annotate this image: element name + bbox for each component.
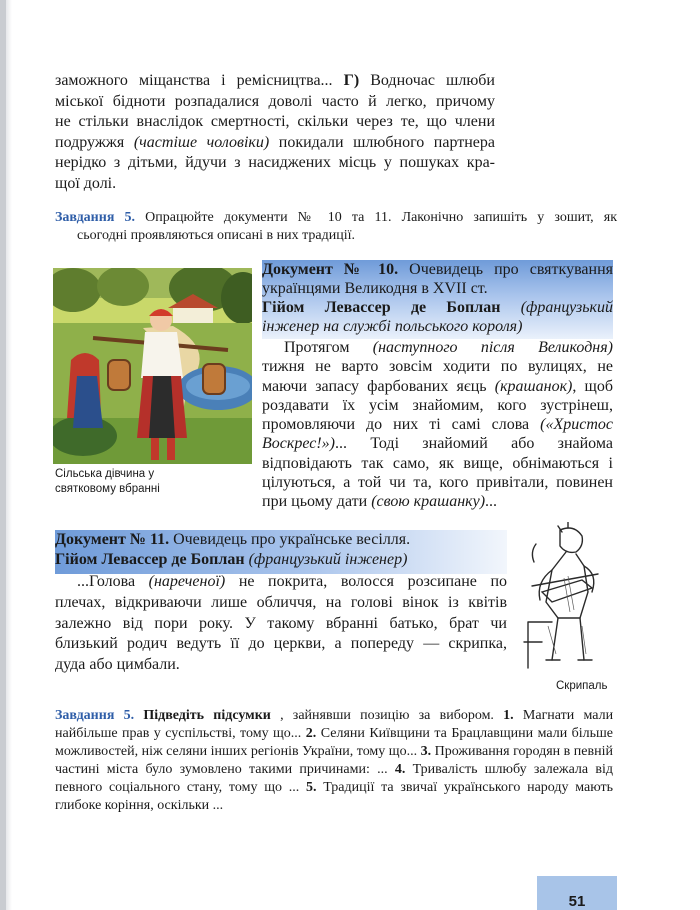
- document-10-title: Документ № 10. Очевидець про святкування: [262, 261, 613, 278]
- document-11-text: ...Голова (нареченої) не покрита, волосся розсипане по плечах, відкриваючи лише обличчя, на голові вінок із квітів залежно від пори року. У такому вбранні батько, брат чи близький родич ведуть її до церкви, а попереду — скрипка, дуда або цимбали.: [55, 573, 508, 674]
- document-11-title: Документ № 11. Очевидець про українське весілля.: [55, 531, 411, 548]
- document-11-author: Гійом Левассер де Боплан (французький інженер): [55, 551, 408, 568]
- task-label: Завдання 5.: [55, 210, 136, 225]
- page-edge-shadow: [6, 0, 12, 910]
- figure-caption-village-girl: Сільська дівчина у святковому вбранні: [55, 468, 160, 495]
- village-girl-painting: [53, 268, 252, 464]
- document-11: [55, 530, 507, 676]
- intro-paragraph: заможного міщанства і ремісництва... Г) Водночас шлюби міської бідноти розпадалися доволі часто й легко, причому не стільки внаслідок смертності, скільки через те, що члени подружжя (частіше чоловіки) покидали шлюбного партнера нерідко з дітьми, йдучи з насиджених місць у пошуках кра- щої долі.: [55, 72, 495, 192]
- task-label: Завдання 5.: [55, 708, 135, 723]
- fiddler-sketch: [522, 522, 605, 672]
- figure-caption-fiddler: Скрипаль: [556, 680, 608, 692]
- document-10-text: Протягом (наступного після Великодня) тижня не варто зовсім ходити по вулицях, не маючи запасу фарбованих яєць (крашанок), щоб роздавати їх усім знайомим, кого зустрінеш, промовляючи до них ті самі слова («Христос Воскрес!»)... Тоді знайомий або знайома відповідають так само, як вище, обнімаються і цілуються, а той чи та, кого привітали, повинен при цьому дати (свою крашанку)...: [262, 339, 613, 511]
- document-10-subtitle: українцями Великодня в XVII ст.: [262, 280, 488, 297]
- document-10-author: Гійом Левассер де Боплан (французький: [262, 299, 614, 316]
- document-10-author-role: інженер на службі польського короля): [262, 318, 523, 335]
- document-10: [262, 260, 613, 512]
- page-number: 51: [568, 893, 586, 910]
- task-5-summary: Завдання 5. Підведіть підсумки , зайнявши позицію за вибором. 1. Магнати мали найбільше прав у суспільстві, тому що... 2. Селяни Київщини та Брацлавщини мали більше можливостей, ніж селяни інших регіонів України, тому що... 3. Проживання городян в певній частині міста було зумовлено такими причинами: ... 4. Тривалість шлюбу залежала від певного соціального стану, тому що ... 5. Традиції та звичаї українського народу мають глибоке коріння, оскільки ...: [55, 708, 614, 813]
- task-5-documents: Завдання 5. Опрацюйте документи № 10 та 11. Лаконічно запишіть у зошит, як сьогодні проявляються описані в них традиції.: [55, 210, 618, 243]
